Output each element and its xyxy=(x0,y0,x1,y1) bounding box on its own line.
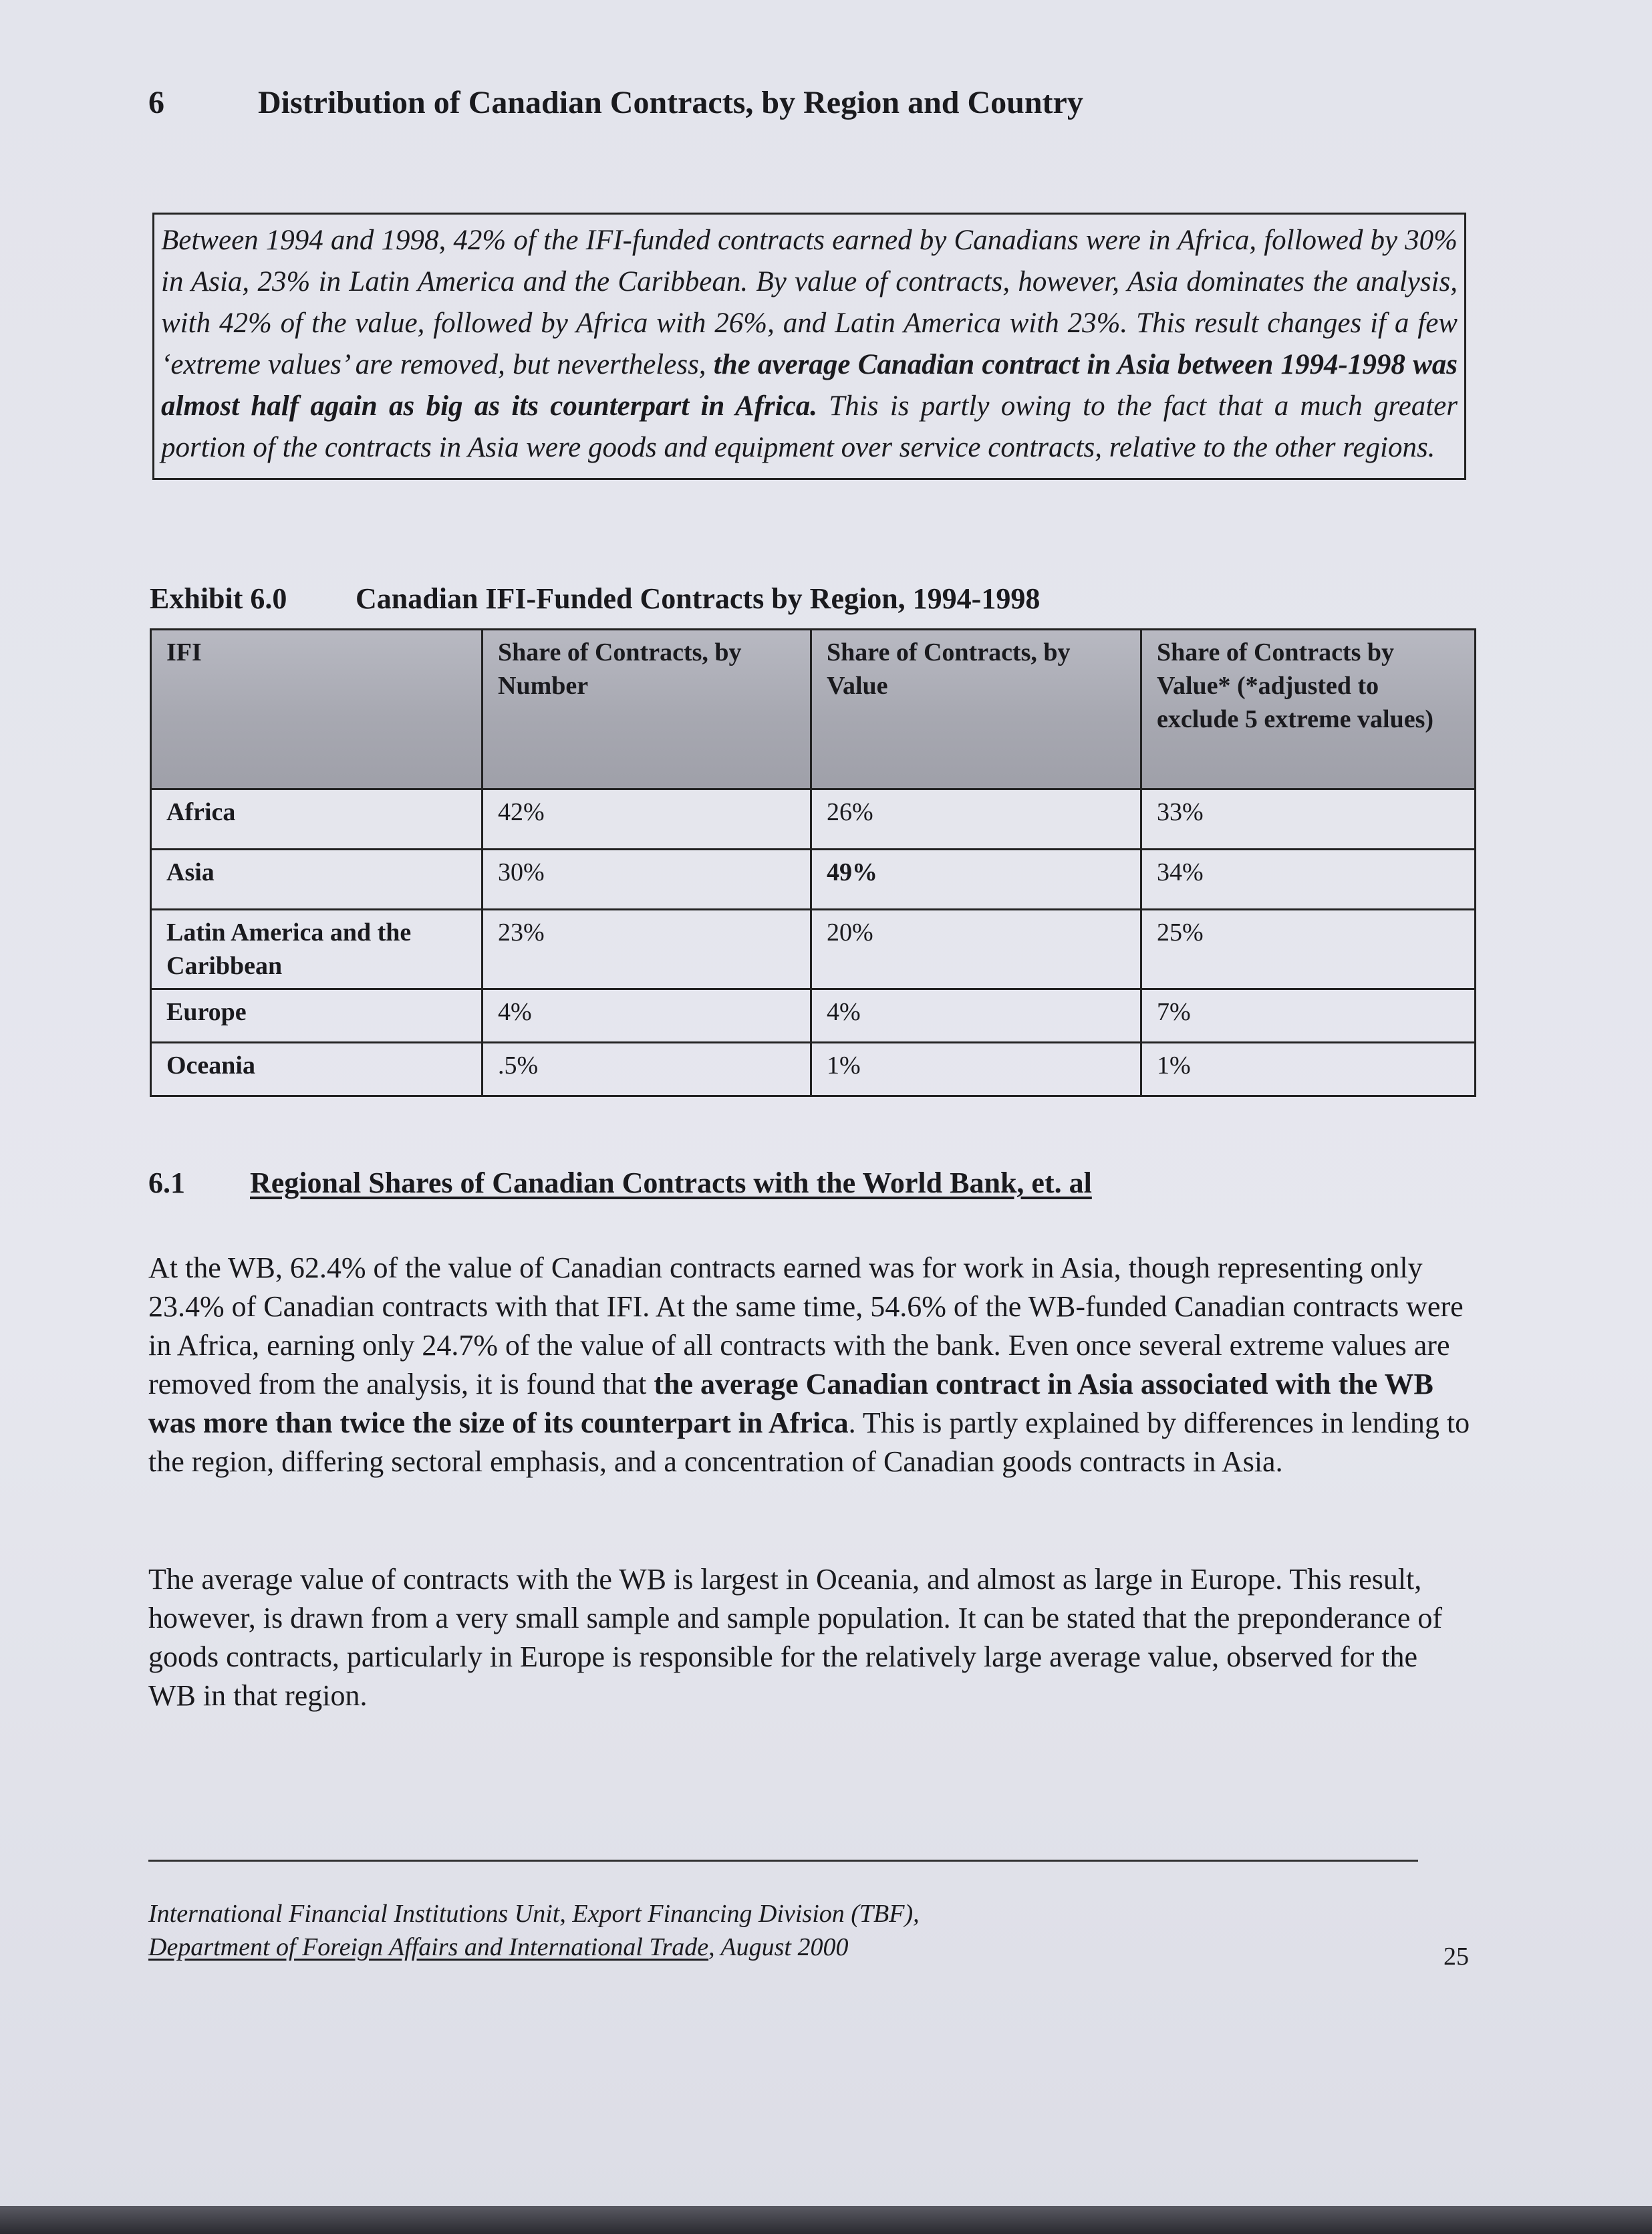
summary-text-start: Between 1994 and 1998, 42% of the IFI-funded contracts earned by Canadians were in Africa, followed by 30% in Asia, 23% in Latin America and the Caribbean. By value of contracts, however, Asia dominates the analysis, with 42% of the value, followed by Africa with 26%, and Latin America with 23%. This result changes if a few ‘extreme values’ are removed, but nevertheless, xyxy=(161,225,1458,380)
cell-by-value-adjusted: 1% xyxy=(1141,1043,1476,1096)
row-region: Europe xyxy=(151,989,483,1043)
body-paragraph xyxy=(148,1249,1472,1481)
subsection-heading xyxy=(148,1166,1092,1200)
exhibit-label: Exhibit 6.0 xyxy=(150,582,287,615)
section-title: Distribution of Canadian Contracts, by Region and Country xyxy=(258,85,1083,120)
row-region: Asia xyxy=(151,850,483,910)
footer-line-1: International Financial Institutions Unit, Export Financing Division (TBF), xyxy=(148,1900,920,1928)
summary-text-end: This is partly owing to the fact that a much greater portion of the contracts in Asia were goods and equipment over service contracts, relative to the other regions. xyxy=(161,390,1458,463)
footer-date: , August 2000 xyxy=(708,1933,849,1961)
cell-by-number: 30% xyxy=(483,850,811,910)
paragraph-text-end: . This is partly explained by differences in lending to the region, differing sectoral emphasis, and a concentration of Canadian goods contracts in Asia. xyxy=(148,1406,1470,1478)
table-row xyxy=(151,989,1476,1043)
cell-by-number: .5% xyxy=(483,1043,811,1096)
section-heading xyxy=(148,84,1083,121)
exhibit-title: Canadian IFI-Funded Contracts by Region, 1994-1998 xyxy=(356,582,1041,615)
column-header-by-number: Share of Contracts, by Number xyxy=(483,630,811,789)
cell-by-value-adjusted: 34% xyxy=(1141,850,1476,910)
paragraph-bold-text: the average Canadian contract in Asia associated with the WB was more than twice the size of its counterpart in Africa xyxy=(148,1368,1433,1439)
subsection-title: Regional Shares of Canadian Contracts with the World Bank, et. al xyxy=(250,1166,1092,1199)
footer-department: Department of Foreign Affairs and International Trade xyxy=(148,1933,709,1961)
exhibit-caption xyxy=(150,582,1040,616)
cell-by-value: 26% xyxy=(811,789,1141,850)
page-number: 25 xyxy=(1443,1943,1469,1971)
table-row xyxy=(151,1043,1476,1096)
summary-bold-text: the average Canadian contract in Asia between 1994-1998 was almost half again as big as its counterpart in Africa. xyxy=(161,349,1458,422)
scanner-edge xyxy=(0,2206,1652,2234)
table-row xyxy=(151,910,1476,989)
table-row xyxy=(151,850,1476,910)
cell-by-value-adjusted: 25% xyxy=(1141,910,1476,989)
cell-by-value: 1% xyxy=(811,1043,1141,1096)
body-paragraph: The average value of contracts with the WB is largest in Oceania, and almost as large in Europe. This result, however, is drawn from a very small sample and sample population. It can be stated that the preponderance of goods contracts, particularly in Europe is responsible for the relatively large average value, observed for the WB in that region. xyxy=(148,1563,1443,1712)
cell-by-value-adjusted: 7% xyxy=(1141,989,1476,1043)
column-header-by-value-adjusted: Share of Contracts by Value* (*adjusted to exclude 5 extreme values) xyxy=(1141,630,1476,789)
paragraph-text-start: At the WB, 62.4% of the value of Canadian contracts earned was for work in Asia, though representing only 23.4% of Canadian contracts with that IFI. At the same time, 54.6% of the WB-funded Canadian contracts were in Africa, earning only 24.7% of the value of all contracts with the bank. Even once several extreme values are removed from the analysis, it is found that xyxy=(148,1251,1464,1400)
row-region: Oceania xyxy=(151,1043,483,1096)
subsection-number: 6.1 xyxy=(148,1166,185,1199)
cell-by-value: 49% xyxy=(811,850,1141,910)
row-region: Africa xyxy=(151,789,483,850)
cell-by-value: 20% xyxy=(811,910,1141,989)
column-header-by-value: Share of Contracts, by Value xyxy=(811,630,1141,789)
table-row xyxy=(151,789,1476,850)
footer-divider xyxy=(148,1860,1418,1862)
cell-by-value-adjusted: 33% xyxy=(1141,789,1476,850)
cell-by-number: 23% xyxy=(483,910,811,989)
exhibit-table xyxy=(150,628,1476,1097)
cell-by-number: 4% xyxy=(483,989,811,1043)
cell-by-value: 4% xyxy=(811,989,1141,1043)
footer-citation xyxy=(148,1897,920,1964)
column-header-ifi: IFI xyxy=(151,630,483,789)
summary-box xyxy=(152,213,1466,480)
section-number: 6 xyxy=(148,85,164,120)
row-region: Latin America and the Caribbean xyxy=(151,910,483,989)
table-header-row xyxy=(151,630,1476,789)
cell-by-number: 42% xyxy=(483,789,811,850)
